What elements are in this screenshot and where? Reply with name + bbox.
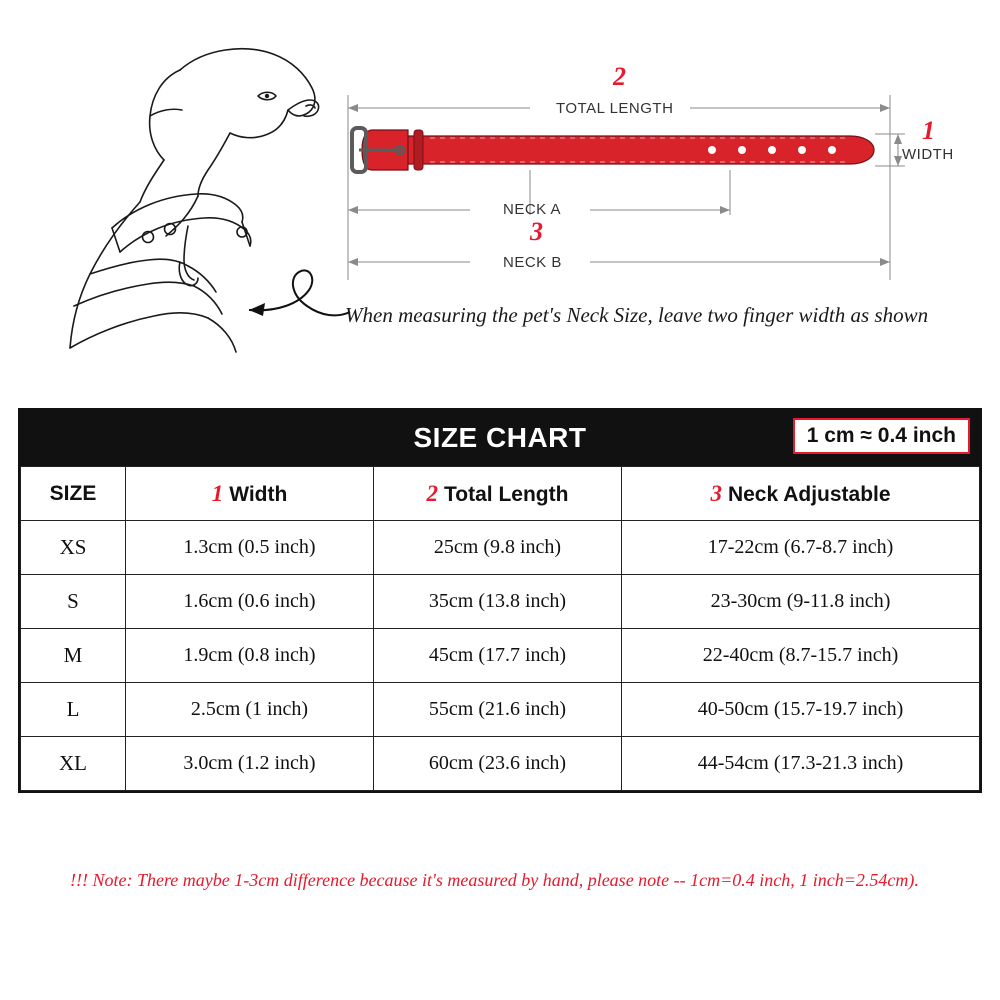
table-row: [21, 683, 980, 737]
marker-total-length: 2: [613, 62, 626, 91]
cell-width: 3.0cm (1.2 inch): [126, 737, 374, 791]
header-neck-label: Neck Adjustable: [727, 482, 891, 506]
table-row: [21, 575, 980, 629]
header-width: [126, 467, 374, 521]
marker-neck: 3: [530, 217, 543, 246]
cell-length: 45cm (17.7 inch): [374, 629, 622, 683]
header-width-label: Width: [229, 482, 288, 506]
header-total-length: [374, 467, 622, 521]
table-row: [21, 629, 980, 683]
table-row: [21, 737, 980, 791]
cell-width: 1.9cm (0.8 inch): [126, 629, 374, 683]
cell-width: 1.6cm (0.6 inch): [126, 575, 374, 629]
cell-size: XL: [21, 737, 126, 791]
cell-length: 25cm (9.8 inch): [374, 521, 622, 575]
label-width: WIDTH: [902, 146, 954, 163]
measuring-caption: When measuring the pet's Neck Size, leave two finger width as shown: [345, 303, 929, 327]
cell-length: 60cm (23.6 inch): [374, 737, 622, 791]
table-row: [21, 521, 980, 575]
cell-size: L: [21, 683, 126, 737]
cell-neck: 23-30cm (9-11.8 inch): [622, 575, 980, 629]
header-neck-adjustable: [622, 467, 980, 521]
cell-width: 1.3cm (0.5 inch): [126, 521, 374, 575]
label-total-length: TOTAL LENGTH: [556, 100, 674, 117]
marker-width: 1: [922, 116, 935, 145]
size-chart-header: [20, 410, 980, 466]
cell-neck: 22-40cm (8.7-15.7 inch): [622, 629, 980, 683]
cell-size: S: [21, 575, 126, 629]
header-neck-number: 3: [710, 480, 722, 506]
label-neck-a: NECK A: [503, 201, 562, 218]
conversion-badge: 1 cm ≈ 0.4 inch: [793, 418, 970, 454]
cell-size: M: [21, 629, 126, 683]
header-length-number: 2: [426, 480, 439, 506]
cell-neck: 44-54cm (17.3-21.3 inch): [622, 737, 980, 791]
cell-neck: 17-22cm (6.7-8.7 inch): [622, 521, 980, 575]
cell-neck: 40-50cm (15.7-19.7 inch): [622, 683, 980, 737]
label-neck-b: NECK B: [503, 254, 562, 271]
caption-arrow-icon: [225, 200, 355, 330]
size-table: [20, 466, 980, 791]
header-length-label: Total Length: [444, 482, 569, 506]
cell-width: 2.5cm (1 inch): [126, 683, 374, 737]
measurement-note: !!! Note: There maybe 1-3cm difference because it's measured by hand, please note -- 1cm=0.4 inch, 1 inch=2.54cm).: [70, 870, 919, 890]
collar-diagram: [330, 50, 950, 290]
cell-length: 55cm (21.6 inch): [374, 683, 622, 737]
illustration-area: [0, 0, 1000, 400]
size-chart-title: SIZE CHART: [413, 422, 587, 453]
header-size: SIZE: [21, 467, 126, 521]
table-header-row: [21, 467, 980, 521]
size-chart: [18, 408, 982, 793]
header-width-number: 1: [211, 480, 224, 506]
cell-size: XS: [21, 521, 126, 575]
cell-length: 35cm (13.8 inch): [374, 575, 622, 629]
